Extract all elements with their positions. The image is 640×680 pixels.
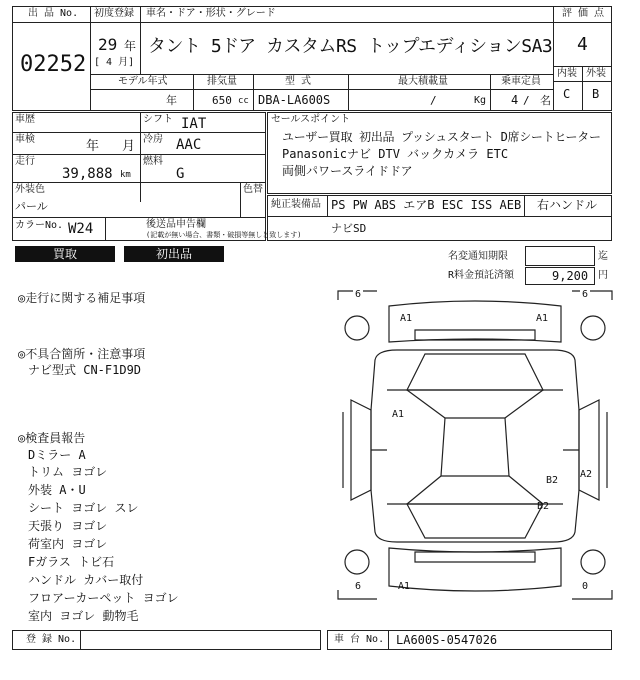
tag-first: 初出品 bbox=[124, 246, 224, 262]
diagram-corner-br: 0 bbox=[582, 581, 589, 592]
inspector-line: シート ヨゴレ スレ bbox=[28, 501, 139, 515]
lot-label: 出 品 No. bbox=[28, 8, 79, 19]
exterior-grade: B bbox=[592, 87, 600, 101]
diagram-corner-tl: 6 bbox=[355, 289, 362, 300]
displacement: 650 bbox=[212, 94, 232, 107]
fuel-label: 燃料 bbox=[143, 156, 163, 167]
damage-mark: A1 bbox=[400, 313, 413, 324]
name-change-box bbox=[525, 246, 595, 266]
inspector-title: ◎検査員報告 bbox=[18, 431, 86, 445]
interior-label: 内装 bbox=[557, 68, 577, 79]
inspector-line: ハンドル カバー取付 bbox=[28, 573, 144, 587]
mileage-label: 走行 bbox=[15, 156, 35, 167]
inspector-line: 外装 A・U bbox=[28, 483, 86, 497]
first-reg-label: 初度登録 bbox=[94, 8, 134, 19]
sales-line-3: 両側パワースライドドア bbox=[282, 164, 413, 178]
history-label: 車歴 bbox=[15, 114, 35, 125]
interior-grade: C bbox=[563, 87, 571, 101]
seats: 4 bbox=[511, 93, 519, 107]
grade-value: 4 bbox=[577, 34, 588, 55]
lot-number: 02252 bbox=[20, 52, 87, 77]
inspector-line: 室内 ヨゴレ 動物毛 bbox=[28, 609, 139, 623]
chassis-number: LA600S-0547026 bbox=[396, 633, 498, 647]
grade-label: 評 価 点 bbox=[562, 8, 605, 19]
reg-no-label: 登 録 No. bbox=[26, 634, 77, 645]
car-name: タント 5ドア カスタムRS トップエディションSA3 bbox=[148, 36, 553, 57]
docs-note: (記載が無い場合、書類・破損等無しと致します) bbox=[146, 231, 302, 239]
defect-title: ◎不具合箇所・注意事項 bbox=[18, 347, 146, 361]
defect-line: ナビ型式 CN-F1D9D bbox=[28, 363, 142, 377]
equip-label: 純正装備品 bbox=[271, 199, 321, 210]
car-label: 車名・ドア・形状・グレード bbox=[146, 8, 276, 19]
max-load: / bbox=[430, 94, 437, 107]
exterior-label: 外装 bbox=[586, 68, 606, 79]
damage-mark: A1 bbox=[398, 581, 411, 592]
ext-color: パール bbox=[15, 200, 48, 213]
inspector-line: トリム ヨゴレ bbox=[28, 465, 108, 479]
inspector-line: フロアーカーペット ヨゴレ bbox=[28, 591, 179, 605]
car-damage-diagram bbox=[337, 290, 613, 600]
mileage-value: 39,888 bbox=[62, 166, 113, 182]
type-label: 型 式 bbox=[285, 76, 312, 87]
docs-label: 後送品申告欄 bbox=[146, 219, 206, 230]
color-change-label: 色替 bbox=[243, 184, 263, 195]
model-year-label: モデル年式 bbox=[118, 76, 168, 87]
ext-color-label: 外装色 bbox=[15, 184, 45, 195]
reg-month: [ 4 月] bbox=[94, 57, 135, 68]
fuel-value: G bbox=[176, 166, 185, 182]
disp-label: 排気量 bbox=[207, 76, 237, 87]
damage-mark: B2 bbox=[537, 501, 550, 512]
handle-side: 右ハンドル bbox=[537, 198, 598, 212]
inspector-line: 天張り ヨゴレ bbox=[28, 519, 108, 533]
color-no: W24 bbox=[68, 221, 94, 237]
load-label: 最大積載量 bbox=[398, 76, 448, 87]
diagram-corner-bl: 6 bbox=[355, 581, 362, 592]
inspector-line: Fガラス トビ石 bbox=[28, 555, 115, 569]
recycle-label: R料金預託済額 bbox=[448, 270, 515, 281]
sales-line-2: Panasonicナビ DTV バックカメラ ETC bbox=[282, 147, 509, 161]
shift-label: シフト bbox=[143, 114, 173, 125]
recycle-value: 9,200 bbox=[552, 269, 589, 283]
navi-info: ナビSD bbox=[331, 222, 367, 235]
name-change-label: 名変通知期限 bbox=[448, 251, 508, 262]
chassis-label: 車 台 No. bbox=[334, 634, 385, 645]
sales-label: セールスポイント bbox=[271, 114, 351, 125]
reg-year: 29 bbox=[98, 35, 118, 54]
equip-list: PS PW ABS エアB ESC ISS AEB bbox=[331, 198, 522, 212]
drive-notes-title: ◎走行に関する補足事項 bbox=[18, 291, 146, 305]
inspector-line: Dミラー A bbox=[28, 448, 86, 462]
shift-value: IAT bbox=[181, 116, 207, 132]
inspection-label: 車検 bbox=[15, 134, 35, 145]
damage-mark: A2 bbox=[580, 469, 593, 480]
damage-mark: B2 bbox=[546, 475, 559, 486]
inspector-line: 荷室内 ヨゴレ bbox=[28, 537, 108, 551]
tag-buy: 買取 bbox=[15, 246, 115, 262]
diagram-corner-tr: 6 bbox=[582, 289, 589, 300]
damage-mark: A1 bbox=[536, 313, 549, 324]
ac-label: 冷房 bbox=[143, 134, 163, 145]
sales-line-1: ユーザー買取 初出品 プッシュスタート D席シートヒーター bbox=[282, 130, 601, 144]
model-type: DBA-LA600S bbox=[258, 93, 331, 107]
damage-mark: A1 bbox=[392, 409, 405, 420]
color-no-label: カラーNo. bbox=[15, 220, 64, 231]
ac-value: AAC bbox=[176, 137, 202, 153]
seats-label: 乗車定員 bbox=[501, 76, 541, 87]
